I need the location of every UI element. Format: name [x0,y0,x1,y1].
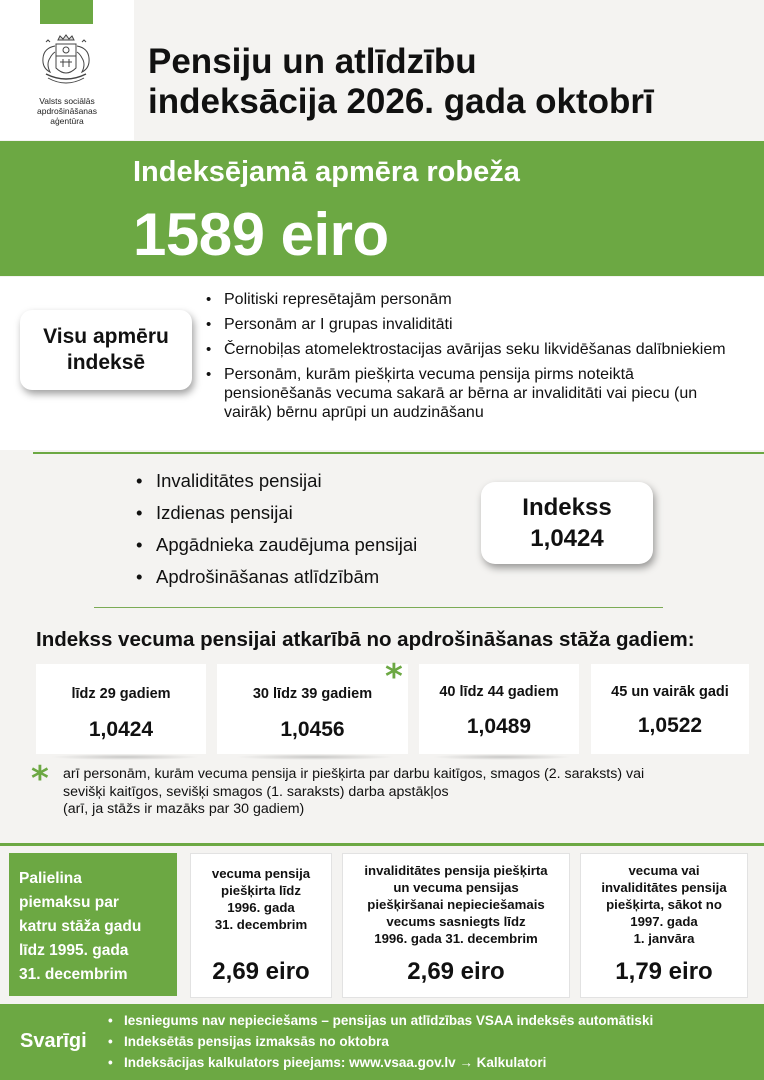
increase-box-line: piešķiršanai nepieciešamais [367,897,545,912]
increase-box-amount: 1,79 eiro [615,958,713,985]
list-item: • Politiski represētajām personām [224,290,744,309]
index-badge [481,482,653,564]
increase-box-line: vecuma pensija [211,866,311,881]
agency-name [22,96,112,126]
agency-name-line: Valsts sociālās [39,96,95,106]
increase-box-line: 31. decembrim [214,917,308,932]
header-accent-tab [40,0,93,24]
divider [0,843,764,846]
agency-name-line: aģentūra [50,116,84,126]
divider [94,607,663,608]
stage-box [36,664,206,754]
index-group-list [156,468,417,596]
stage-box [419,664,579,754]
increase-box-line: vecuma vai [628,863,700,878]
increase-box-line: 1. janvāra [633,931,695,946]
increase-box-line: invaliditātes pensija [601,880,727,895]
increase-label-line: līdz 1995. gada [19,942,129,959]
list-item: • Indeksētās pensijas izmaksās no oktobra [124,1031,653,1052]
increase-box-amount: 2,69 eiro [212,958,310,985]
list-item: • Izdienas pensijai [156,500,417,532]
stage-box-value: 1,0424 [88,718,154,741]
increase-label-line: 31. decembrim [19,966,128,983]
stage-box-label: 45 un vairāk gadi [611,684,729,700]
list-item: • Personām ar I grupas invaliditāti [224,315,744,334]
list-item: • Černobiļas atomelektrostacijas avārijas seku likvidēšanas dalībniekiem [224,340,744,359]
increase-box [342,853,570,998]
stage-box-label: 30 līdz 39 gadiem [252,686,373,702]
stage-box-label: 40 līdz 44 gadiem [439,684,559,700]
list-item: • Apdrošināšanas atlīdzībām [156,564,417,596]
increase-box-line: vecums sasniegts līdz [386,914,526,929]
stage-box [591,664,749,754]
stage-note-line: sevišķi kaitīgos, sevišķi smagos (1. saraksts) darba apstākļos [63,783,449,800]
list-item: • Iesniegums nav nepieciešams – pensijas un atlīdzības VSAA indeksēs automātiski [124,1010,653,1031]
index-badge-value: 1,0424 [530,525,604,552]
increase-label-line: katru stāža gadu [19,918,142,935]
increase-box-line: piešķirta līdz [221,883,301,898]
stage-box [217,664,408,754]
divider [33,452,764,454]
list-item: • Indeksācijas kalkulators pieejams: www.vsaa.gov.lv → Kalkulatori [124,1052,653,1073]
increase-label-line: Palielina [19,870,82,887]
increase-box-line: un vecuma pensijas [393,880,519,895]
increase-label-line: piemaksu par [19,894,119,911]
increase-box-amount: 2,69 eiro [407,958,505,985]
list-item: • Apgādnieka zaudējuma pensijai [156,532,417,564]
index-badge-label: Indekss [522,494,612,521]
footer-list [124,1010,653,1073]
list-item: • Personām, kurām piešķirta vecuma pensija pirms noteiktā pensionēšanās vecuma sakarā ar bērna ar invaliditāti vai piecu (un vairāk) bērnu aprūpi un audzināšanu [224,365,744,422]
box-shadow [50,754,200,760]
stage-box-value: 1,0522 [637,714,703,737]
increase-box-line: invaliditātes pensija piešķirta [364,863,548,878]
threshold-label: Indeksējamā apmēra robeža [133,156,520,188]
stage-note-line: arī personām, kurām vecuma pensija ir piešķirta par darbu kaitīgos, smagos (2. saraksts) vai [63,766,645,782]
full-index-badge-line: Visu apmēru [43,325,169,348]
box-shadow [235,754,395,760]
stage-box-label: līdz 29 gadiem [71,686,171,702]
full-index-badge [20,310,192,390]
threshold-amount: 1589 eiro [133,201,389,268]
box-shadow [432,754,572,760]
latvia-coat-of-arms-icon [36,34,96,92]
list-item: • Invaliditātes pensijai [156,468,417,500]
stage-heading: Indekss vecuma pensijai atkarībā no apdrošināšanas stāža gadiem: [36,628,695,651]
increase-box-line: piešķirta, sākot no [606,897,722,912]
full-index-list [224,290,744,428]
footer-title: Svarīgi [20,1030,87,1052]
page-title-line: indeksācija 2026. gada oktobrī [148,82,654,121]
increase-label-box [9,853,177,996]
increase-box-line: 1996. gada [227,900,295,915]
increase-box-line: 1996. gada 31. decembrim [374,931,538,946]
page-title [148,42,654,122]
increase-box [190,853,332,998]
stage-note [63,766,753,819]
asterisk-marker: * [385,657,403,697]
increase-box-line: 1997. gada [630,914,698,929]
increase-box [580,853,748,998]
agency-name-line: apdrošināšanas [36,106,97,116]
stage-box-value: 1,0456 [280,718,345,741]
stage-note-line: (arī, ja stāžs ir mazāks par 30 gadiem) [63,801,305,817]
page-title-line: Pensiju un atlīdzību [148,42,477,81]
full-index-badge-line: indeksē [66,351,146,374]
stage-box-value: 1,0489 [466,715,532,738]
asterisk-marker: * [31,759,49,799]
